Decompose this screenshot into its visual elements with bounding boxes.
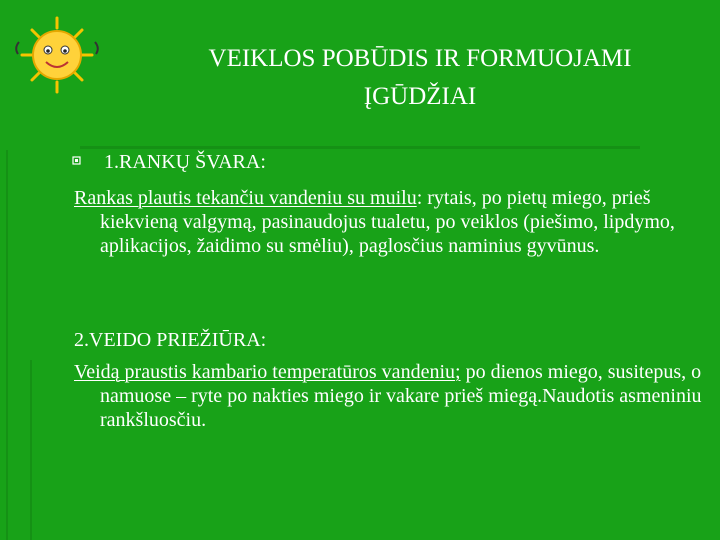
slide-title (120, 40, 720, 116)
section1-text: : rytais, po pietų miego, prieš kiekvieną valgymą, pasinaudojus tualetu, po veiklos (piešimo, lipdymo, aplikacijos, žaidimo su smėliu), paglosčius naminius gyvūnus. (100, 187, 675, 257)
divider-line (80, 146, 640, 149)
section2-underlined-text: Veidą praustis kambario temperatūros vandeniu; (74, 361, 461, 383)
square-bullet-icon (72, 156, 82, 168)
section2-text: po dienos miego, susitepus, o namuose – ryte po nakties miego ir vakare prieš miegą.Naudotis asmeniniu rankšluosčiu. (100, 361, 702, 431)
section1-heading: 1.RANKŲ ŠVARA: (104, 151, 266, 173)
section1-paragraph (74, 186, 710, 258)
section2-paragraph (74, 360, 710, 432)
divider-line (6, 150, 8, 540)
title-line-2: ĮGŪDŽIAI (363, 83, 477, 110)
divider-line (30, 360, 32, 540)
section2-heading: 2.VEIDO PRIEŽIŪRA: (74, 329, 267, 351)
sun-clipart-icon (10, 14, 104, 96)
title-line-1: VEIKLOS POBŪDIS IR FORMUOJAMI (208, 45, 632, 72)
section1-underlined-text: Rankas plautis tekančiu vandeniu su muilu (74, 187, 417, 209)
